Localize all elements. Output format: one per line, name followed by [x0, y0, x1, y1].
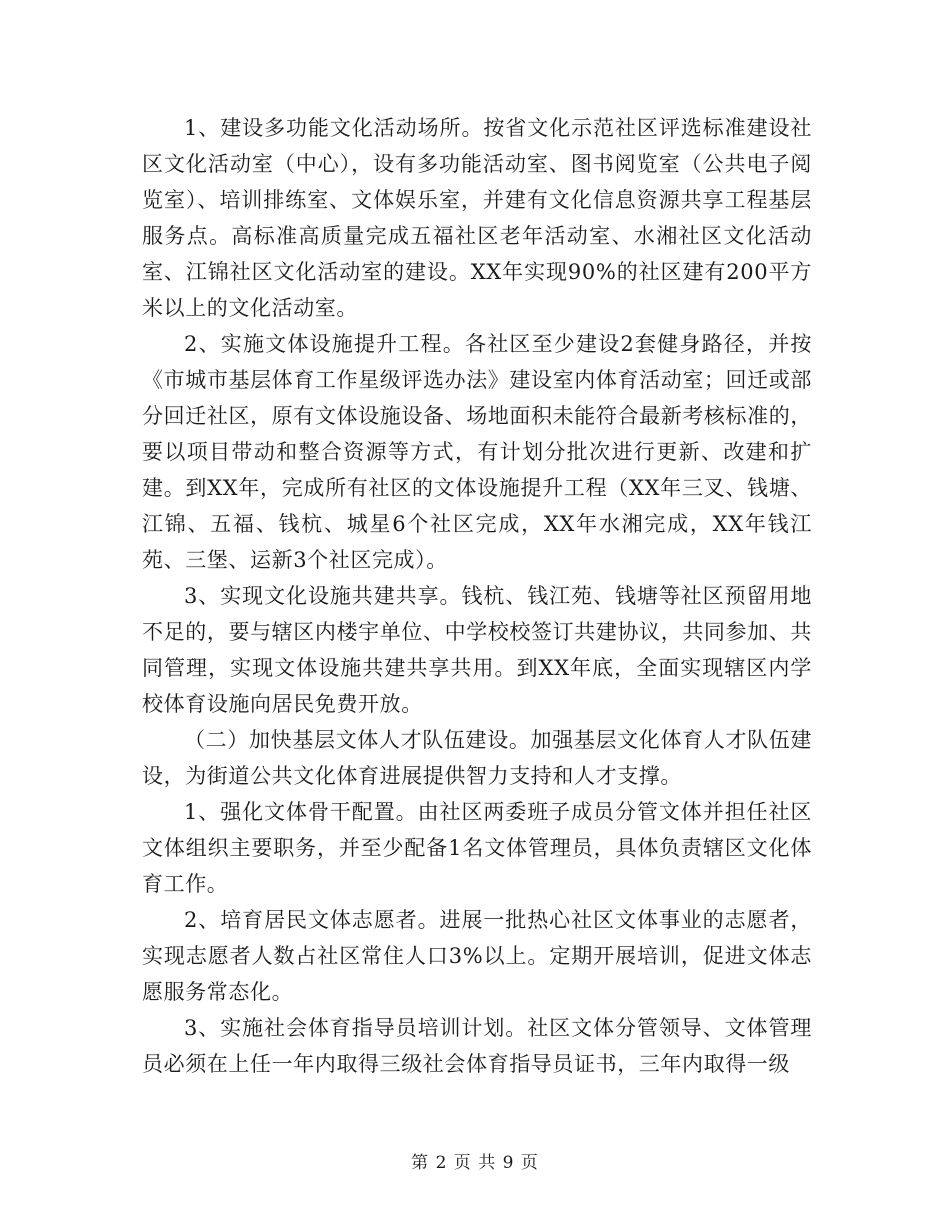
paragraph-4: （二）加快基层文体人才队伍建设。加强基层文化体育人才队伍建设，为街道公共文化体育进展提供智力支持和人才支撑。	[142, 728, 812, 788]
paragraph-2: 2、实施文体设施提升工程。各社区至少建设2套健身路径，并按《市城市基层体育工作星级评选办法》建设室内体育活动室；回迁或部分回迁社区，原有文体设施设备、场地面积未能符合最新考核标准的，要以项目带动和整合资源等方式，有计划分批次进行更新、改建和扩建。到XX年，完成所有社区的文体设施提升工程（XX年三叉、钱塘、江锦、五福、钱杭、城星6个社区完成，XX年水湘完成，XX年钱江苑、三堡、运新3个社区完成）。	[142, 332, 812, 572]
paragraph-3: 3、实现文化设施共建共享。钱杭、钱江苑、钱塘等社区预留用地不足的，要与辖区内楼宇单位、中学校校签订共建协议，共同参加、共同管理，实现文体设施共建共享共用。到XX年底，全面实现辖区内学校体育设施向居民免费开放。	[142, 584, 812, 716]
page-number-footer: 第 2 页 共 9 页	[411, 1153, 539, 1173]
paragraph-5: 1、强化文体骨干配置。由社区两委班子成员分管文体并担任社区文体组织主要职务，并至少配备1名文体管理员，具体负责辖区文化体育工作。	[142, 800, 812, 896]
paragraph-6: 2、培育居民文体志愿者。进展一批热心社区文体事业的志愿者，实现志愿者人数占社区常住人口3%以上。定期开展培训，促进文体志愿服务常态化。	[142, 908, 812, 1004]
paragraph-1: 1、建设多功能文化活动场所。按省文化示范社区评选标准建设社区文化活动室（中心），设有多功能活动室、图书阅览室（公共电子阅览室）、培训排练室、文体娱乐室，并建有文化信息资源共享工程基层服务点。高标准高质量完成五福社区老年活动室、水湘社区文化活动室、江锦社区文化活动室的建设。XX年实现90%的社区建有200平方米以上的文化活动室。	[142, 116, 812, 320]
paragraph-7: 3、实施社会体育指导员培训计划。社区文体分管领导、文体管理员必须在上任一年内取得三级社会体育指导员证书，三年内取得一级	[142, 1016, 812, 1076]
document-body	[142, 110, 812, 1082]
